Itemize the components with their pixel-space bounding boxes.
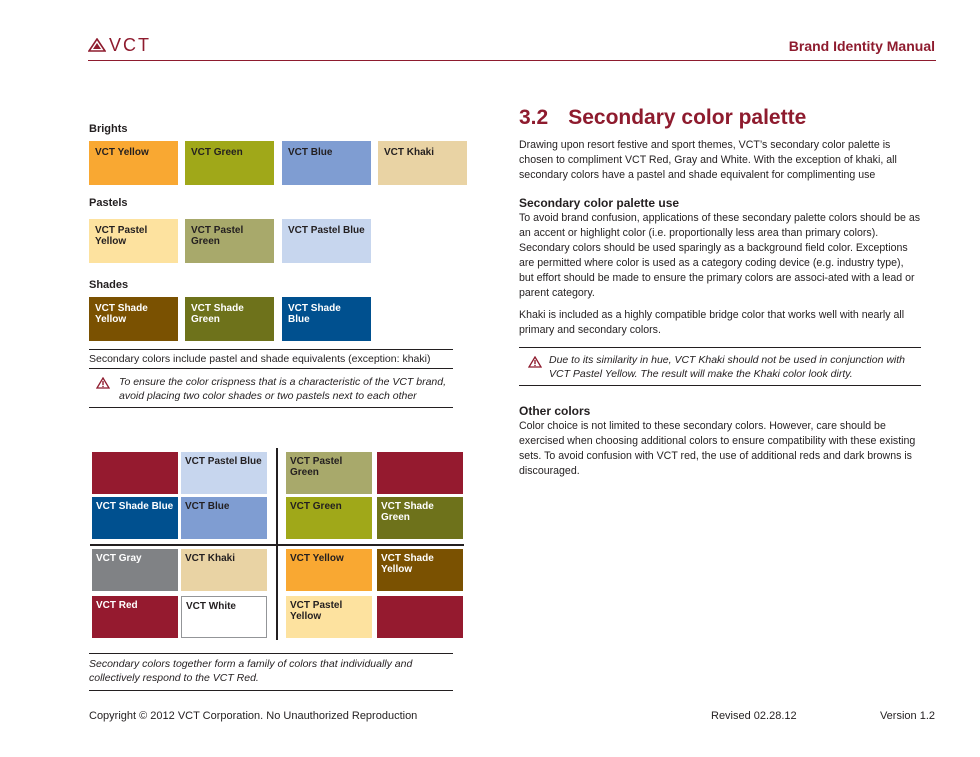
warning-icon [528,356,542,368]
matrix-caption-rule-top [89,653,453,654]
section-title: Secondary color palette [568,106,807,129]
khaki-warning: Due to its similarity in hue, VCT Khaki should not be used in conjunction with VCT Pastel Yellow. The result will make the Khaki color look dirty. [549,354,906,380]
logo-mark-icon [88,38,106,52]
swatch-vct-green: VCT Green [185,141,274,185]
swatch-vct-khaki: VCT Khaki [378,141,467,185]
matrix-cell-vct-red: VCT Red [92,596,178,638]
shades-label: Shades [89,279,129,291]
pastels-label: Pastels [89,197,128,209]
matrix-cell-white: VCT White [181,596,267,638]
logo-text: VCT [109,35,151,55]
matrix-cell-yellow: VCT Yellow [286,549,372,591]
warning-icon [96,377,110,389]
swatch-vct-pastel-blue: VCT Pastel Blue [282,219,371,263]
caption-rule-bottom [89,407,453,408]
palette-use-paragraph: To avoid brand confusion, applications of these secondary palette colors should be as an accent or highlight color (i.e. proportionally less area than primary colors). Secondary colors should be used sparingly as a background field color. Exceptions are permitted where color is used as a category coding device (e.g. industry type), but effort should be made to ensure the primary colors are associ-ated with a lead or parent category. [519,212,921,299]
matrix-cell-red [377,596,463,638]
khaki-warning-rule-top [519,347,921,348]
matrix-cell-shade-yellow: VCT Shade Yellow [377,549,463,591]
matrix-cell-shade-blue: VCT Shade Blue [92,497,178,539]
palette-use-heading: Secondary color palette use [519,196,680,210]
matrix-cell-pastel-blue: VCT Pastel Blue [181,452,267,494]
section-heading [519,106,806,130]
header-divider [88,60,936,61]
matrix-caption-rule-bottom [89,690,453,691]
swatch-vct-shade-green: VCT Shade Green [185,297,274,341]
swatch-vct-pastel-green: VCT Pastel Green [185,219,274,263]
palette-warning: To ensure the color crispness that is a characteristic of the VCT brand, avoid placing two color shades or two pastels next to each other [119,376,447,402]
matrix-cell-green: VCT Green [286,497,372,539]
palette-caption: Secondary colors include pastel and shade equivalents (exception: khaki) [89,353,431,365]
other-colors-heading: Other colors [519,404,591,418]
caption-rule-mid [89,368,453,369]
manual-title: Brand Identity Manual [788,38,935,54]
brights-label: Brights [89,123,128,135]
matrix-cell-khaki: VCT Khaki [181,549,267,591]
caption-rule-top [89,349,453,350]
swatch-vct-shade-blue: VCT Shade Blue [282,297,371,341]
matrix-cell-gray: VCT Gray [92,549,178,591]
matrix-caption: Secondary colors together form a family of colors that individually and collectively respond to the VCT Red. [89,658,413,684]
swatch-vct-yellow: VCT Yellow [89,141,178,185]
swatch-vct-blue: VCT Blue [282,141,371,185]
section-number: 3.2 [519,106,549,129]
swatch-vct-pastel-yellow: VCT Pastel Yellow [89,219,178,263]
version-number: Version 1.2 [879,710,935,722]
khaki-warning-rule-bottom [519,385,921,386]
other-colors-paragraph: Color choice is not limited to these secondary colors. However, care should be exercised when choosing additional colors to ensure compatibility with these existing sets. To avoid confusion with VCT red, the use of additional reds and dark browns is discouraged. [519,420,916,477]
intro-paragraph: Drawing upon resort festive and sport themes, VCT’s secondary color palette is chosen to compliment VCT Red, Gray and White. With the exception of khaki, all secondary colors have a pastel and shade equivalent for complimenting use [519,139,897,181]
matrix-cell-pastel-green: VCT Pastel Green [286,452,372,494]
matrix-cell-pastel-yellow: VCT Pastel Yellow [286,596,372,638]
swatch-vct-shade-yellow: VCT Shade Yellow [89,297,178,341]
vct-logo [88,36,151,54]
matrix-cell-red [92,452,178,494]
matrix-cell-blue: VCT Blue [181,497,267,539]
matrix-horizontal-divider [90,544,464,546]
revision-date: Revised 02.28.12 [711,710,797,722]
copyright-notice: Copyright © 2012 VCT Corporation. No Unauthorized Reproduction [89,710,418,722]
matrix-cell-shade-green: VCT Shade Green [377,497,463,539]
matrix-cell-red [377,452,463,494]
khaki-paragraph: Khaki is included as a highly compatible bridge color that works well with nearly all primary and secondary colors. [519,309,905,336]
